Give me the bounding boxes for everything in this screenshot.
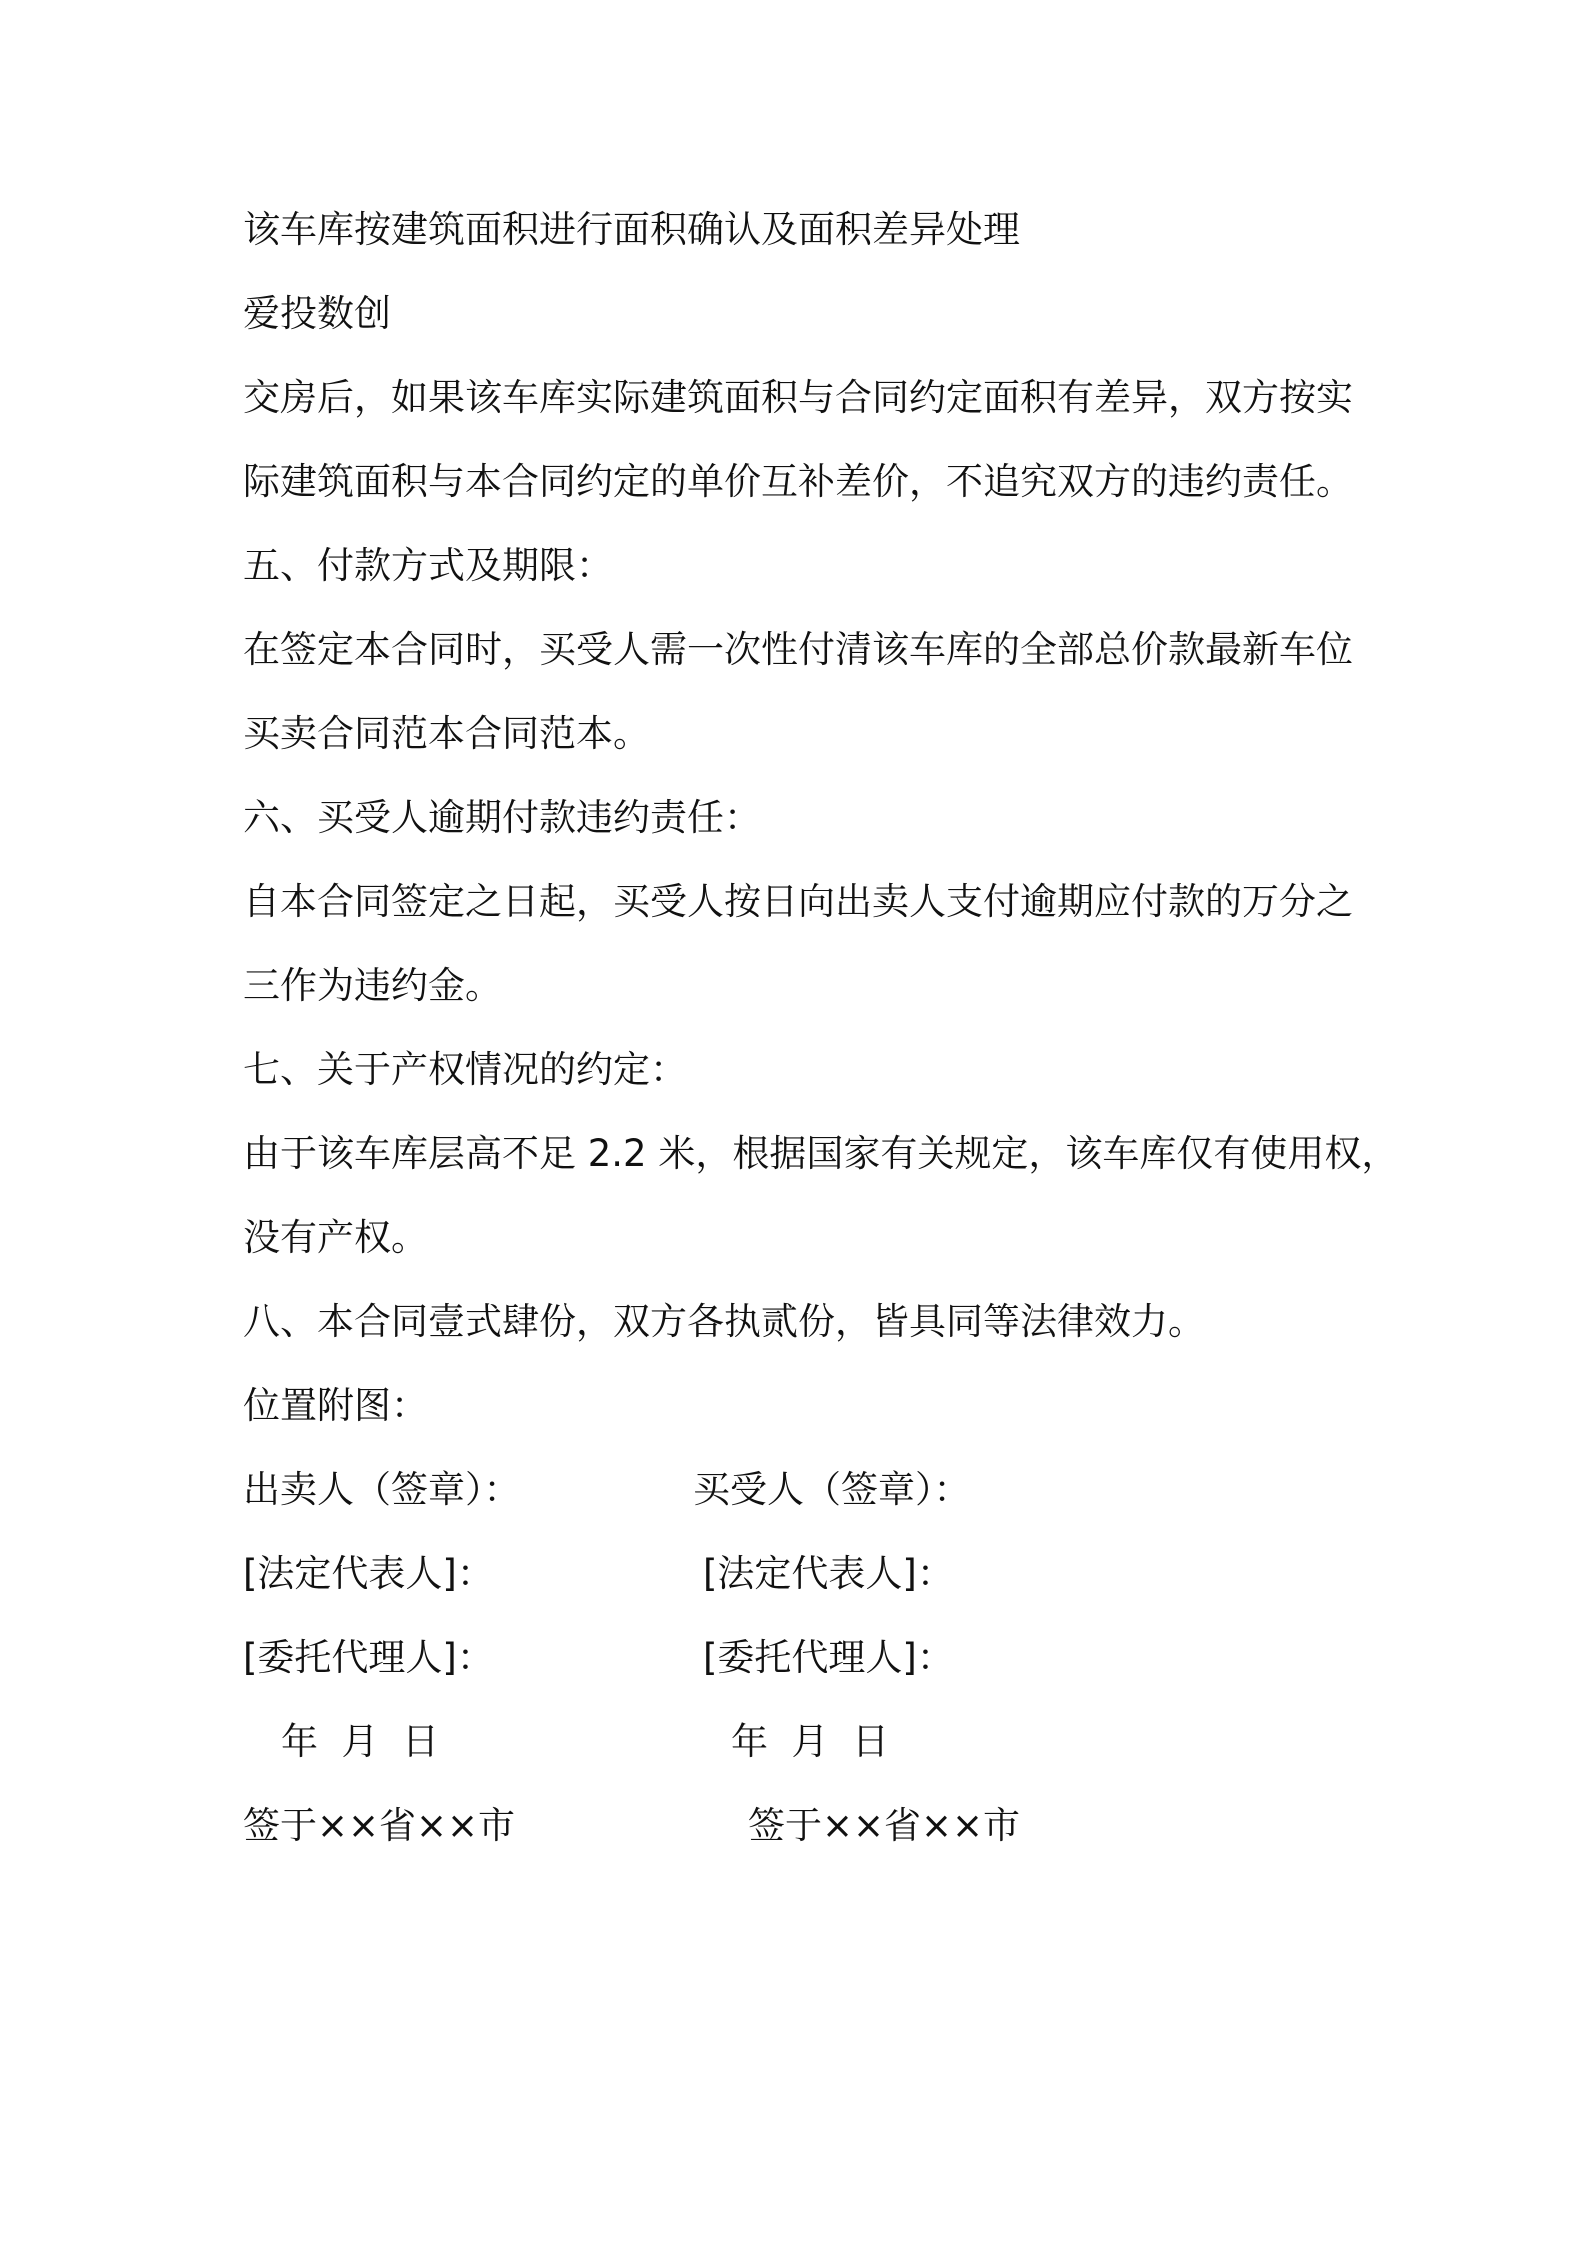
- seller-agent-label: [委托代理人]：: [243, 1636, 494, 1679]
- buyer-date: 年 月 日: [731, 1720, 890, 1763]
- signature-row: [243, 1448, 1363, 1532]
- buyer-signature-label: 买受人（签章）：: [693, 1468, 971, 1511]
- watermark-line: 爱投数创: [243, 292, 391, 335]
- agent-row: [243, 1616, 1363, 1700]
- legal-rep-row: [243, 1532, 1363, 1616]
- paragraph-line: 没有产权。: [243, 1216, 428, 1259]
- paragraph-line: 自本合同签定之日起，买受人按日向出卖人支付逾期应付款的万分之: [243, 880, 1353, 923]
- paragraph-line: 买卖合同范本合同范本。: [243, 712, 650, 755]
- section-heading-property-rights: 七、关于产权情况的约定：: [243, 1048, 687, 1091]
- paragraph-line: 交房后，如果该车库实际建筑面积与合同约定面积有差异，双方按实: [243, 376, 1353, 419]
- paragraph-line: 在签定本合同时，买受人需一次性付清该车库的全部总价款最新车位: [243, 628, 1353, 671]
- place-row: [243, 1784, 1363, 1868]
- section-heading-late-payment: 六、买受人逾期付款违约责任：: [243, 796, 761, 839]
- document-body: [243, 188, 1399, 1868]
- seller-signature-label: 出卖人（签章）：: [243, 1468, 521, 1511]
- seller-signing-place: 签于××省××市: [243, 1804, 516, 1847]
- seller-date: 年 月 日: [281, 1720, 440, 1763]
- date-row: [243, 1700, 1363, 1784]
- buyer-agent-label: [委托代理人]：: [703, 1636, 954, 1679]
- buyer-signing-place: 签于××省××市: [748, 1804, 1021, 1847]
- section-heading-area: 该车库按建筑面积进行面积确认及面积差异处理: [243, 208, 1020, 251]
- paragraph-line: 际建筑面积与本合同约定的单价互补差价，不追究双方的违约责任。: [243, 460, 1353, 503]
- buyer-legal-rep-label: [法定代表人]：: [703, 1552, 954, 1595]
- section-heading-payment: 五、付款方式及期限：: [243, 544, 613, 587]
- seller-legal-rep-label: [法定代表人]：: [243, 1552, 494, 1595]
- location-map-label: 位置附图：: [243, 1384, 428, 1427]
- paragraph-line: 由于该车库层高不足 2.2 米，根据国家有关规定，该车库仅有使用权，: [243, 1132, 1399, 1175]
- paragraph-line: 三作为违约金。: [243, 964, 502, 1007]
- section-heading-copies: 八、本合同壹式肆份，双方各执贰份，皆具同等法律效力。: [243, 1300, 1205, 1343]
